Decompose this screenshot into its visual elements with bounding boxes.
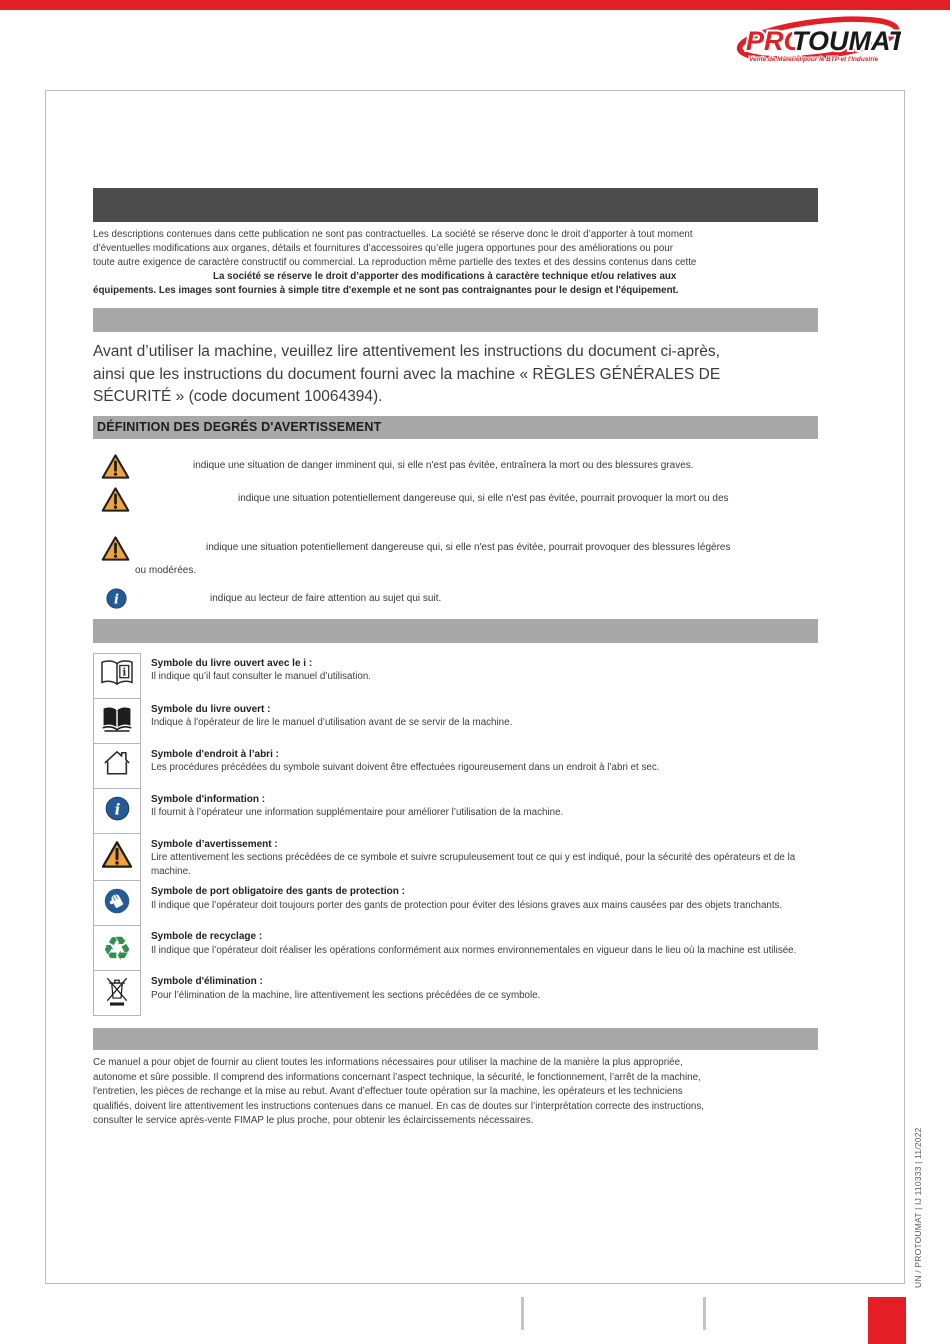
svg-text:i: i	[114, 592, 119, 608]
symbol-desc: Il indique que l’opérateur doit réaliser les opérations conformément aux normes environnementales en vigueur dans le lieu où la machine est utilisée.	[151, 944, 797, 956]
svg-text:i: i	[114, 799, 120, 818]
intro-bold-line: équipements. Les images sont fournies à simple titre d'exemple et ne sont pas contraignantes pour le design et l'équipement.	[93, 285, 679, 296]
symbol-row	[93, 881, 818, 926]
symbol-desc: Il indique que l’opérateur doit toujours porter des gants de protection pour éviter des lésions graves aux mains causées par des objets tranchants.	[151, 899, 783, 911]
definition-row	[93, 452, 818, 485]
protoumat-logo	[735, 16, 901, 70]
notice-line: ainsi que les instructions du document fourni avec la machine « RÈGLES GÉNÉRALES DE	[93, 365, 721, 383]
info-icon	[104, 795, 131, 827]
symbol-title: Symbole de port obligatoire des gants de protection :	[151, 886, 405, 897]
warning-triangle-icon	[101, 535, 130, 562]
definition-text: ou modérées.	[135, 564, 197, 576]
fold-mark	[521, 1297, 524, 1330]
info-icon	[105, 587, 128, 610]
svg-text:i: i	[122, 666, 127, 679]
symbol-desc: Pour l’élimination de la machine, lire attentivement les sections précédées de ce symbole.	[151, 989, 541, 1001]
page-content	[93, 188, 818, 1129]
intro-line: Les descriptions contenues dans cette publication ne sont pas contractuelles. La société se réserve donc le droit d’apporter à tout moment	[93, 229, 693, 240]
definition-text: indique au lecteur de faire attention au sujet qui suit.	[210, 592, 442, 604]
closing-line: consulter le service après-vente FIMAP le plus proche, pour obtenir les éclaircissements nécessaires.	[93, 1115, 534, 1126]
symbol-description	[141, 653, 371, 699]
symbol-row	[93, 789, 818, 834]
definition-row	[93, 585, 818, 617]
symbol-title: Symbole du livre ouvert :	[151, 703, 271, 715]
symbol-title: Symbole de recyclage :	[151, 931, 263, 942]
document-reference-vertical: UN / PROTOUMAT | IJ 110333 | 11/2022	[913, 1127, 923, 1288]
warning-triangle-icon	[101, 486, 130, 513]
symbol-cell	[93, 925, 141, 971]
symbol-cell	[93, 653, 141, 699]
section-bar	[93, 308, 818, 332]
symbol-desc: Indique à l'opérateur de lire le manuel d’utilisation avant de se servir de la machine.	[151, 717, 513, 728]
symbol-cell	[93, 788, 141, 834]
top-red-bar	[0, 0, 950, 10]
section-bar	[93, 1028, 818, 1050]
recycling-icon: ♻	[102, 928, 132, 968]
red-corner-mark	[868, 1297, 906, 1344]
symbol-title: Symbole du livre ouvert avec le i :	[151, 657, 313, 669]
symbol-cell	[93, 970, 141, 1016]
definitions-title: DÉFINITION DES DEGRÉS D'AVERTISSEMENT	[97, 420, 382, 434]
disposal-bin-icon	[102, 975, 132, 1012]
symbol-cell	[93, 880, 141, 926]
symbol-cell	[93, 833, 141, 882]
symbol-description	[141, 971, 540, 1016]
symbol-description	[141, 744, 659, 789]
symbol-row	[93, 653, 818, 699]
protective-gloves-icon	[103, 887, 131, 920]
read-before-use-notice	[93, 341, 818, 409]
closing-line: autonome et sûre possible. Il comprend des informations concernant l’aspect technique, la sécurité, le fonctionnement, l’arrêt de la machine,	[93, 1071, 701, 1083]
symbol-description	[141, 789, 563, 834]
symbol-description	[141, 699, 512, 744]
symbol-desc: Il fournit à l’opérateur une information supplémentaire pour améliorer l’utilisation de la machine.	[151, 807, 564, 818]
definition-text: indique une situation de danger imminent qui, si elle n'est pas évitée, entraînera la mort ou des blessures graves.	[193, 459, 694, 471]
closing-line: l'entretien, les pièces de rechange et la mise au rebut. Avant d’effectuer toute opération sur la machine, les opérateurs et les techniciens	[93, 1086, 683, 1097]
logo-text-pro: PRO	[746, 26, 805, 56]
symbol-description	[141, 926, 796, 971]
fold-mark	[703, 1297, 706, 1330]
symbol-cell	[93, 743, 141, 789]
symbol-description	[141, 834, 813, 882]
warning-triangle-icon	[101, 453, 130, 480]
warning-definitions	[93, 452, 818, 617]
symbol-description	[141, 881, 782, 926]
section-bar-dark	[93, 188, 818, 222]
intro-bold-line: La société se réserve le droit d’apporter des modifications à caractère technique et/ou relatives aux	[213, 271, 677, 282]
intro-paragraph	[93, 228, 818, 298]
symbol-title: Symbole d'information :	[151, 793, 266, 805]
symbol-row	[93, 699, 818, 744]
logo-tagline: Vente de Matériel pour le BTP et l'Industrie	[749, 56, 879, 63]
open-book-filled-icon	[100, 704, 134, 738]
closing-paragraph	[93, 1056, 818, 1129]
definition-text: indique une situation potentiellement dangereuse qui, si elle n'est pas évitée, pourrait provoquer des blessures légères	[206, 541, 731, 553]
notice-line: Avant d’utiliser la machine, veuillez lire attentivement les instructions du document ci-après,	[93, 343, 720, 360]
definition-text: indique une situation potentiellement dangereuse qui, si elle n'est pas évitée, pourrait provoquer la mort ou des	[238, 492, 729, 504]
symbols-table	[93, 653, 818, 1017]
symbol-title: Symbole d'élimination :	[151, 976, 263, 987]
symbol-row	[93, 971, 818, 1016]
symbol-title: Symbole d'endroit à l’abri :	[151, 748, 279, 760]
symbol-desc: Lire attentivement les sections précédées de ce symbole et suivre scrupuleusement tout ce qui y est indiqué, pour la sécurité des opérateurs et de la machine.	[151, 852, 796, 877]
logo-text-toumat: TOUMAT	[792, 26, 901, 56]
protoumat-logo-graphic	[735, 16, 901, 70]
section-bar	[93, 619, 818, 643]
symbol-row	[93, 926, 818, 971]
symbol-desc: Il indique qu’il faut consulter le manuel d’utilisation.	[151, 671, 372, 682]
symbol-desc: Les procédures précédées du symbole suivant doivent être effectuées rigoureusement dans un endroit à l’abri et sec.	[151, 762, 660, 773]
intro-line: toute autre exigence de caractère constructif ou commercial. La reproduction même partielle des textes et des dessins contenus dans cette	[93, 257, 697, 268]
definitions-section-header	[93, 416, 818, 439]
symbol-row	[93, 834, 818, 882]
closing-line: qualifiés, doivent lire attentivement les instructions contenues dans ce manuel. En cas de doutes sur l’interprétation correcte des instructions,	[93, 1100, 704, 1112]
definition-row	[93, 485, 818, 534]
open-book-with-i-icon	[99, 658, 135, 693]
symbol-cell	[93, 698, 141, 744]
symbol-title: Symbole d’avertissement :	[151, 838, 278, 850]
shelter-house-icon	[101, 749, 133, 782]
symbol-row	[93, 744, 818, 789]
notice-line: SÉCURITÉ » (code document 10064394).	[93, 388, 383, 405]
intro-line: d’éventuelles modifications aux organes, détails et fournitures d’accessoires qu’elle jugera opportunes pour des améliorations ou pour	[93, 243, 673, 254]
warning-triangle-icon	[101, 840, 133, 874]
definition-row	[93, 534, 818, 585]
closing-line: Ce manuel a pour objet de fournir au client toutes les informations nécessaires pour utiliser la machine de la manière la plus appropriée,	[93, 1057, 683, 1068]
